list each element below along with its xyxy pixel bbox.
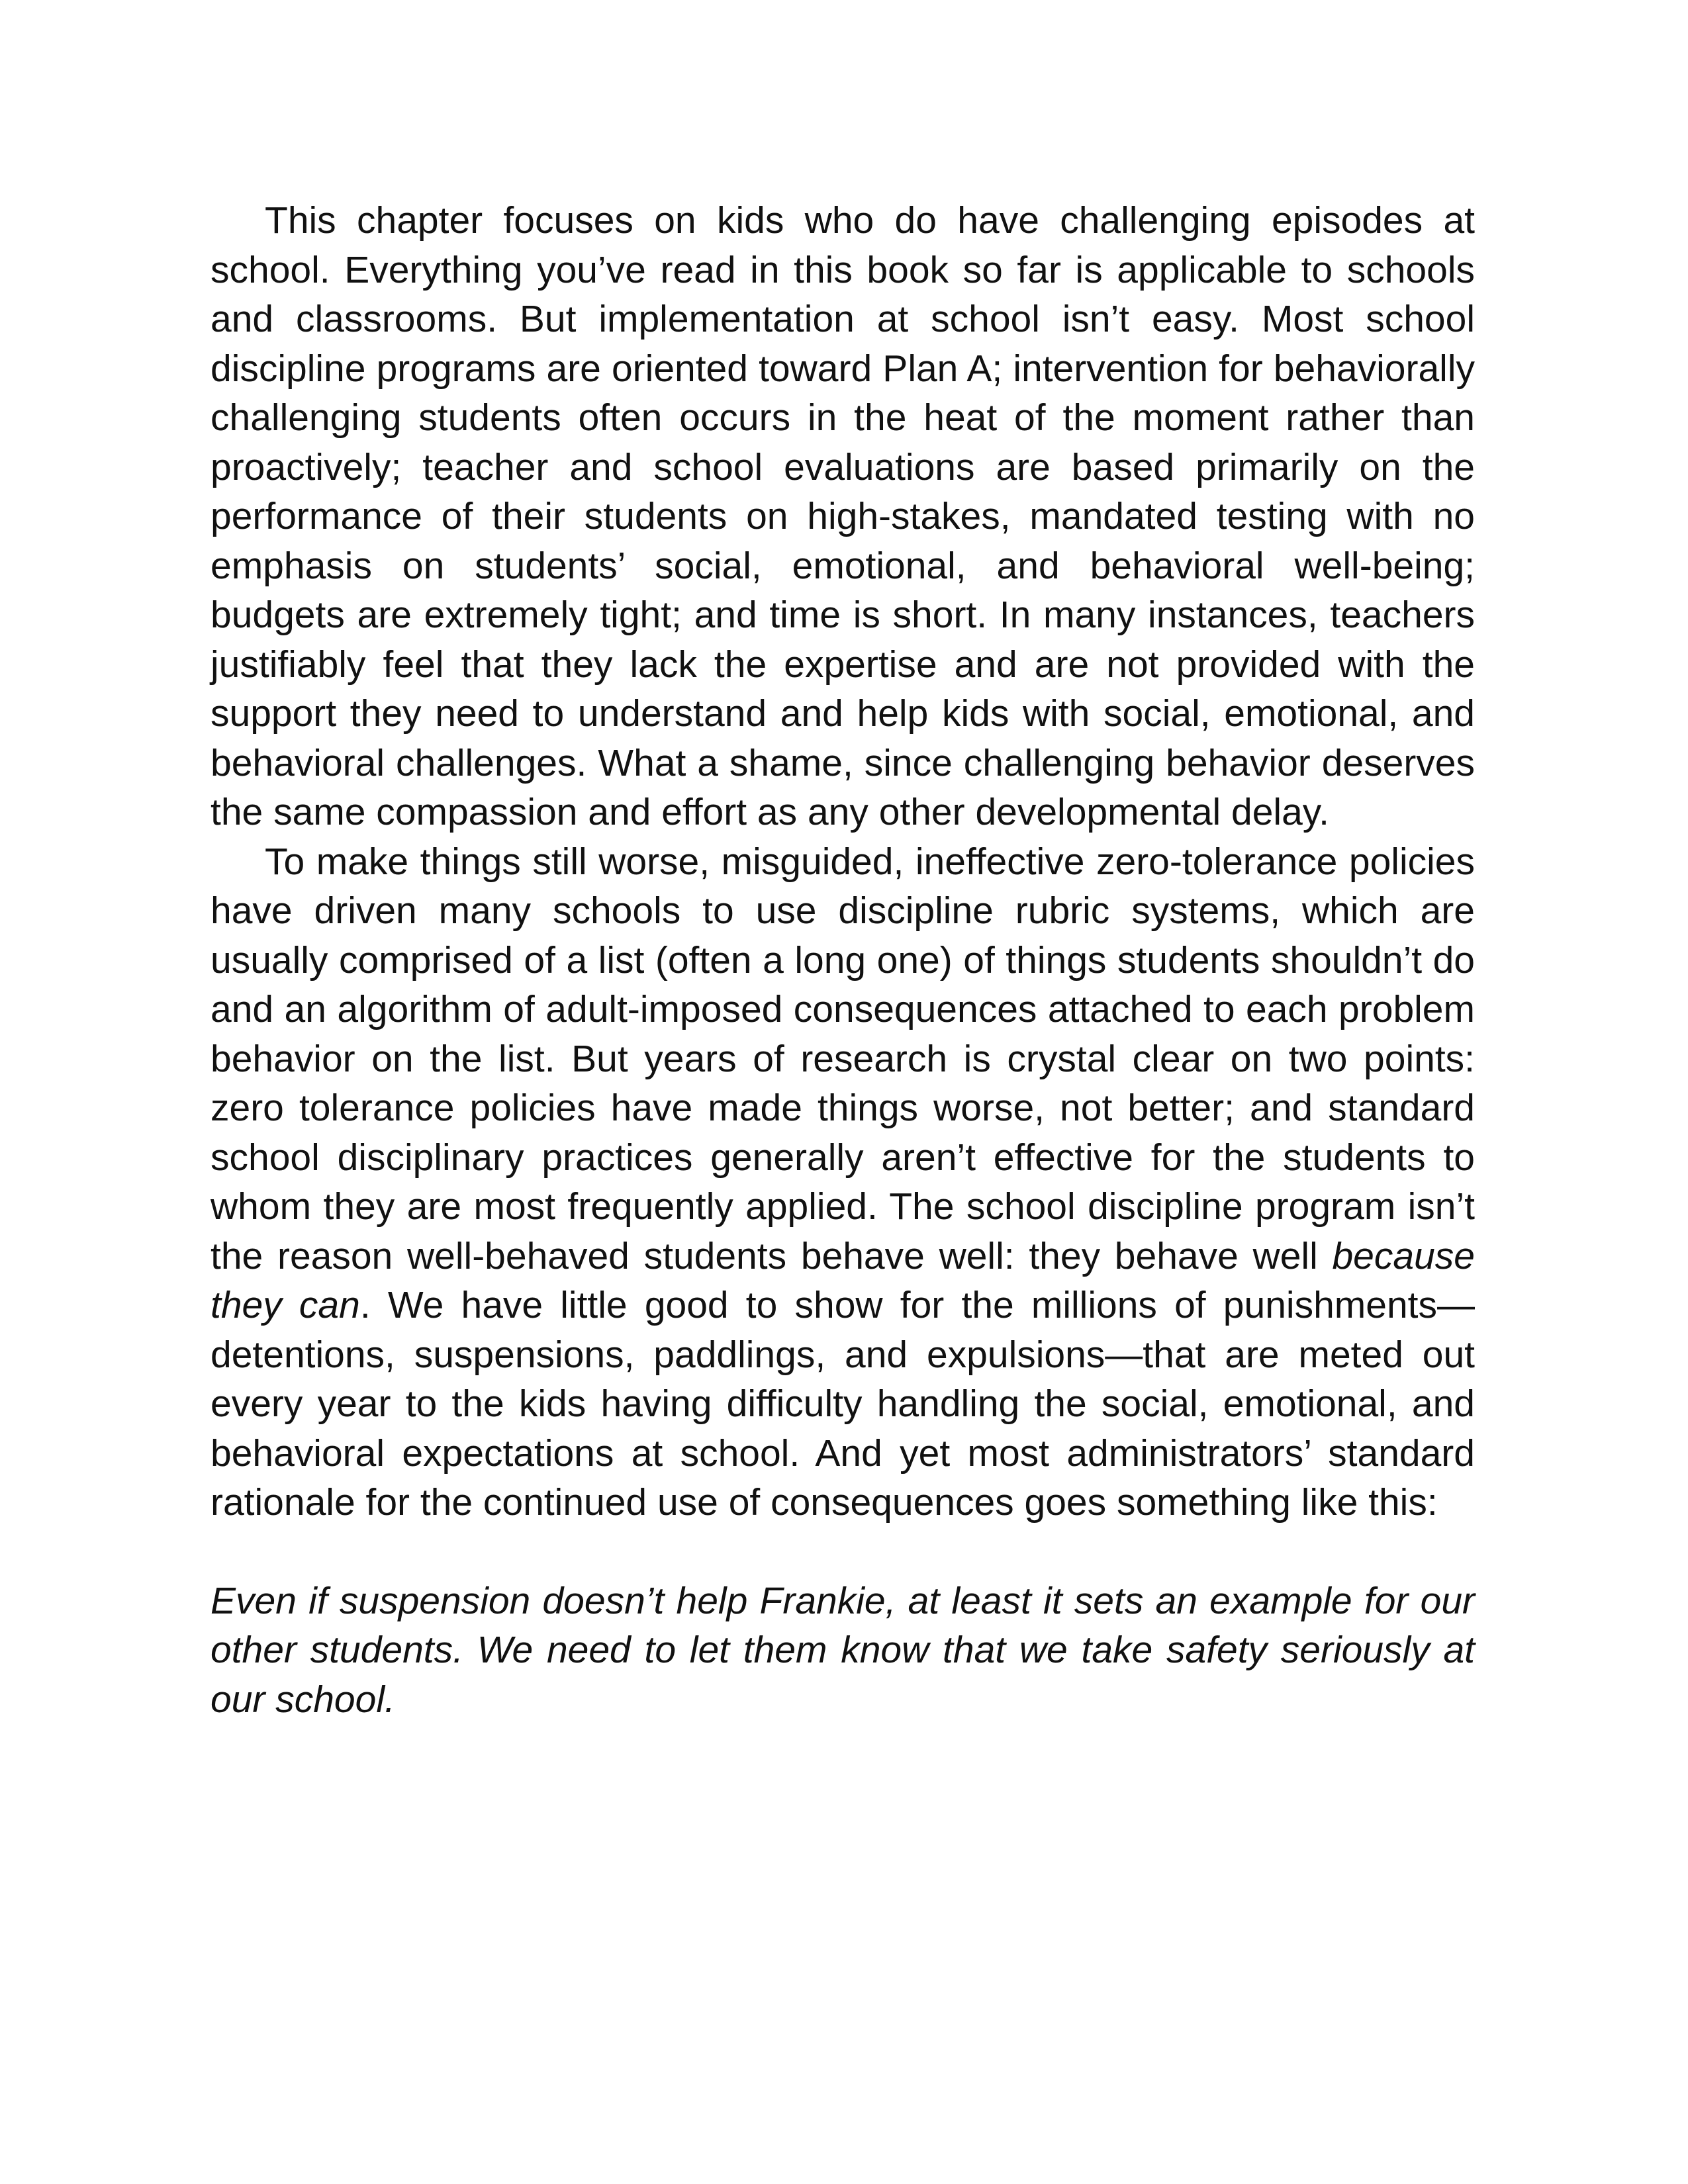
block-quote: Even if suspension doesn’t help Frankie, at least it sets an example for our other students. We need to let them know that we take safety seriously at our school.	[211, 1579, 1475, 1721]
paragraph-2-text-end: . We have little good to show for the millions of punishments—detentions, suspensions, paddlings, and expulsions—that are meted out every year to the kids having difficulty handling the social, emotional, and behavioral expectations at school. And yet most administrators’ standard rationale for the continued use of consequences goes something like this:	[211, 1284, 1475, 1524]
paragraph-2-emphasis: because they can	[211, 1234, 1475, 1326]
body-text	[211, 196, 1475, 1724]
paragraph-2-text-start: To make things still worse, misguided, ineffective zero-tolerance policies have driven many schools to use discipline rubric systems, which are usually comprised of a list (often a long one) of things students shouldn’t do and an algorithm of adult-imposed consequences attached to each problem behavior on the list. But years of research is crystal clear on two points: zero tolerance policies have made things worse, not better; and standard school disciplinary practices generally aren’t effective for the students to whom they are most frequently applied. The school discipline program isn’t the reason well-behaved students behave well: they behave well	[211, 840, 1475, 1277]
paragraph-2	[211, 837, 1475, 1527]
paragraph-1: This chapter focuses on kids who do have challenging episodes at school. Everything you’ve read in this book so far is applicable to schools and classrooms. But implementation at school isn’t easy. Most school discipline programs are oriented toward Plan A; intervention for behaviorally challenging students often occurs in the heat of the moment rather than proactively; teacher and school evaluations are based primarily on the performance of their students on high-stakes, mandated testing with no emphasis on students’ social, emotional, and behavioral well-being; budgets are extremely tight; and time is short. In many instances, teachers justifiably feel that they lack the expertise and are not provided with the support they need to understand and help kids with social, emotional, and behavioral challenges. What a shame, since challenging behavior deserves the same compassion and effort as any other developmental delay.	[211, 199, 1475, 833]
